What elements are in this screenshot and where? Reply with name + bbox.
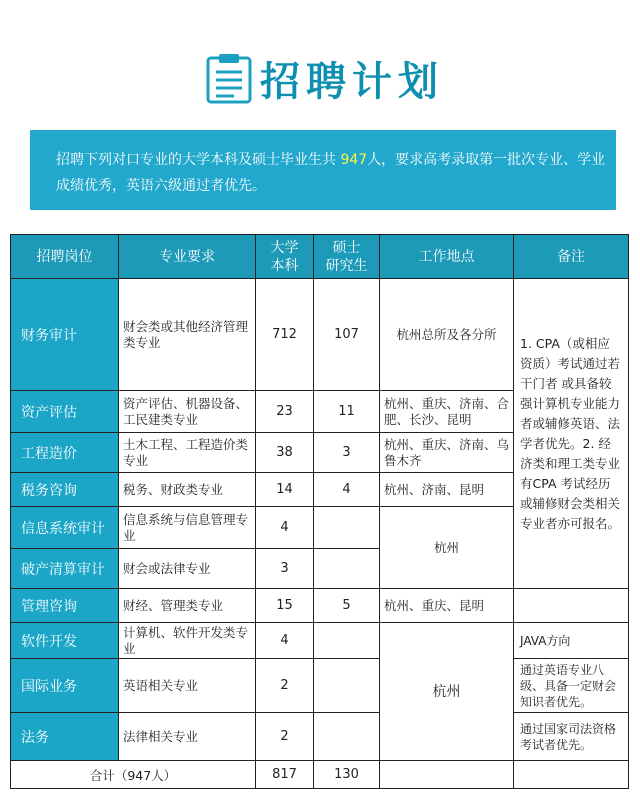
header-bachelor: 大学 本科 [256,235,314,279]
row-note: JAVA方向 [514,623,629,659]
header-position: 招聘岗位 [11,235,119,279]
row-major: 财会类或其他经济管理类专业 [119,279,256,391]
row-bachelor: 2 [256,713,314,761]
header-location: 工作地点 [380,235,514,279]
row-position: 财务审计 [11,279,119,391]
row-master [314,623,380,659]
total-row [11,761,629,789]
table-row [11,279,629,391]
table-header-row [11,235,629,279]
row-master [314,507,380,549]
row-master: 4 [314,473,380,507]
row-position: 软件开发 [11,623,119,659]
page-title: 招聘计划 [260,59,444,105]
row-location: 杭州总所及各分所 [380,279,514,391]
row-major: 计算机、软件开发类专业 [119,623,256,659]
row-location: 杭州、济南、昆明 [380,473,514,507]
row-master [314,659,380,713]
row-master: 11 [314,391,380,433]
table-row [11,589,629,623]
row-position: 工程造价 [11,433,119,473]
row-note: 通过国家司法资格考试者优先。 [514,713,629,761]
total-note [514,761,629,789]
table-row [11,623,629,659]
row-major: 英语相关专业 [119,659,256,713]
row-bachelor: 712 [256,279,314,391]
row-bachelor: 38 [256,433,314,473]
row-bachelor: 23 [256,391,314,433]
recruitment-table [10,234,629,789]
row-location: 杭州、重庆、昆明 [380,589,514,623]
intro-count: 947 [340,152,368,168]
intro-text: 招聘下列对口专业的大学本科及硕士毕业生共 947人，要求高考录取第一批次专业、学业成绩优秀，英语六级通过者优先。 [56,152,606,194]
row-location: 杭州 [380,507,514,589]
header-master: 硕士 研究生 [314,235,380,279]
intro-banner [30,130,616,210]
row-bachelor: 15 [256,589,314,623]
row-position: 法务 [11,713,119,761]
total-label: 合计（947人） [11,761,256,789]
clipboard-icon [206,54,252,104]
row-master [314,549,380,589]
merged-note: 1. CPA（或相应资质）考试通过若干门者 或具备较强计算机专业能力者或辅修英语、法学者优先。2. 经济类和理工类专业有CPA 考试经历或辅修财会类相关专业者亦可报名。 [514,279,629,589]
row-major: 财经、管理类专业 [119,589,256,623]
row-position: 税务咨询 [11,473,119,507]
row-master: 107 [314,279,380,391]
row-location: 杭州、重庆、济南、合肥、长沙、昆明 [380,391,514,433]
row-major: 法律相关专业 [119,713,256,761]
header-notes: 备注 [514,235,629,279]
row-master: 3 [314,433,380,473]
row-position: 资产评估 [11,391,119,433]
row-major: 税务、财政类专业 [119,473,256,507]
row-bachelor: 4 [256,623,314,659]
row-bachelor: 2 [256,659,314,713]
row-major: 信息系统与信息管理专业 [119,507,256,549]
row-location: 杭州、重庆、济南、乌鲁木齐 [380,433,514,473]
table-row [11,659,629,713]
total-location [380,761,514,789]
row-major: 资产评估、机器设备、工民建类专业 [119,391,256,433]
table-row [11,713,629,761]
row-note: 通过英语专业八级、具备一定财会知识者优先。 [514,659,629,713]
row-position: 国际业务 [11,659,119,713]
header-major: 专业要求 [119,235,256,279]
total-master: 130 [314,761,380,789]
row-master: 5 [314,589,380,623]
row-bachelor: 3 [256,549,314,589]
row-bachelor: 14 [256,473,314,507]
row-position: 信息系统审计 [11,507,119,549]
row-major: 财会或法律专业 [119,549,256,589]
row-major: 土木工程、工程造价类专业 [119,433,256,473]
row-note [514,589,629,623]
row-position: 破产清算审计 [11,549,119,589]
title-section [0,40,640,120]
row-bachelor: 4 [256,507,314,549]
row-location: 杭州 [380,623,514,761]
total-bachelor: 817 [256,761,314,789]
row-position: 管理咨询 [11,589,119,623]
row-master [314,713,380,761]
